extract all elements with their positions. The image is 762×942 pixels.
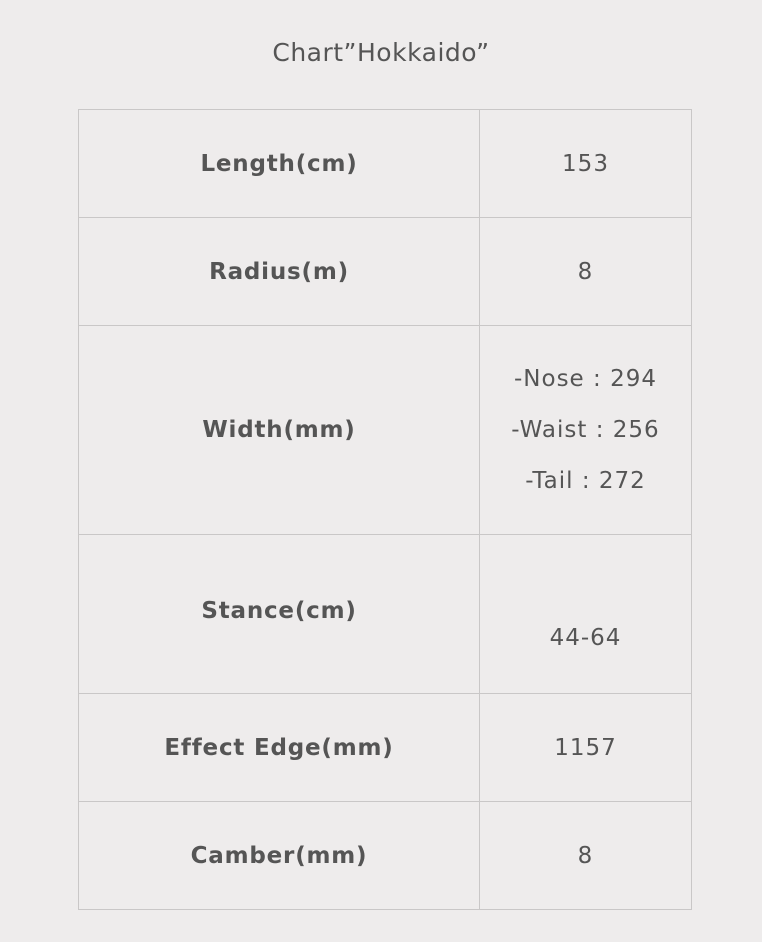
- table-row-width: [79, 326, 692, 535]
- length-value: 153: [480, 110, 692, 218]
- table-row-length: [79, 110, 692, 218]
- width-nose: -Nose : 294: [514, 365, 657, 392]
- stance-label: Stance(cm): [79, 535, 480, 694]
- table-row-camber: [79, 802, 692, 910]
- effect-edge-value: 1157: [480, 694, 692, 802]
- width-tail: -Tail : 272: [525, 467, 646, 494]
- width-label: Width(mm): [79, 326, 480, 535]
- table-row-stance: [79, 535, 692, 694]
- stance-cell: [480, 535, 692, 694]
- spec-table: [78, 109, 692, 910]
- chart-title: Chart”Hokkaido”: [272, 38, 490, 67]
- radius-value: 8: [480, 218, 692, 326]
- stance-value: 44-64: [549, 625, 622, 651]
- camber-label: Camber(mm): [79, 802, 480, 910]
- camber-value: 8: [480, 802, 692, 910]
- width-waist: -Waist : 256: [511, 416, 660, 443]
- table-row-effect-edge: [79, 694, 692, 802]
- width-values: [480, 326, 692, 535]
- effect-edge-label: Effect Edge(mm): [79, 694, 480, 802]
- radius-label: Radius(m): [79, 218, 480, 326]
- length-label: Length(cm): [79, 110, 480, 218]
- table-row-radius: [79, 218, 692, 326]
